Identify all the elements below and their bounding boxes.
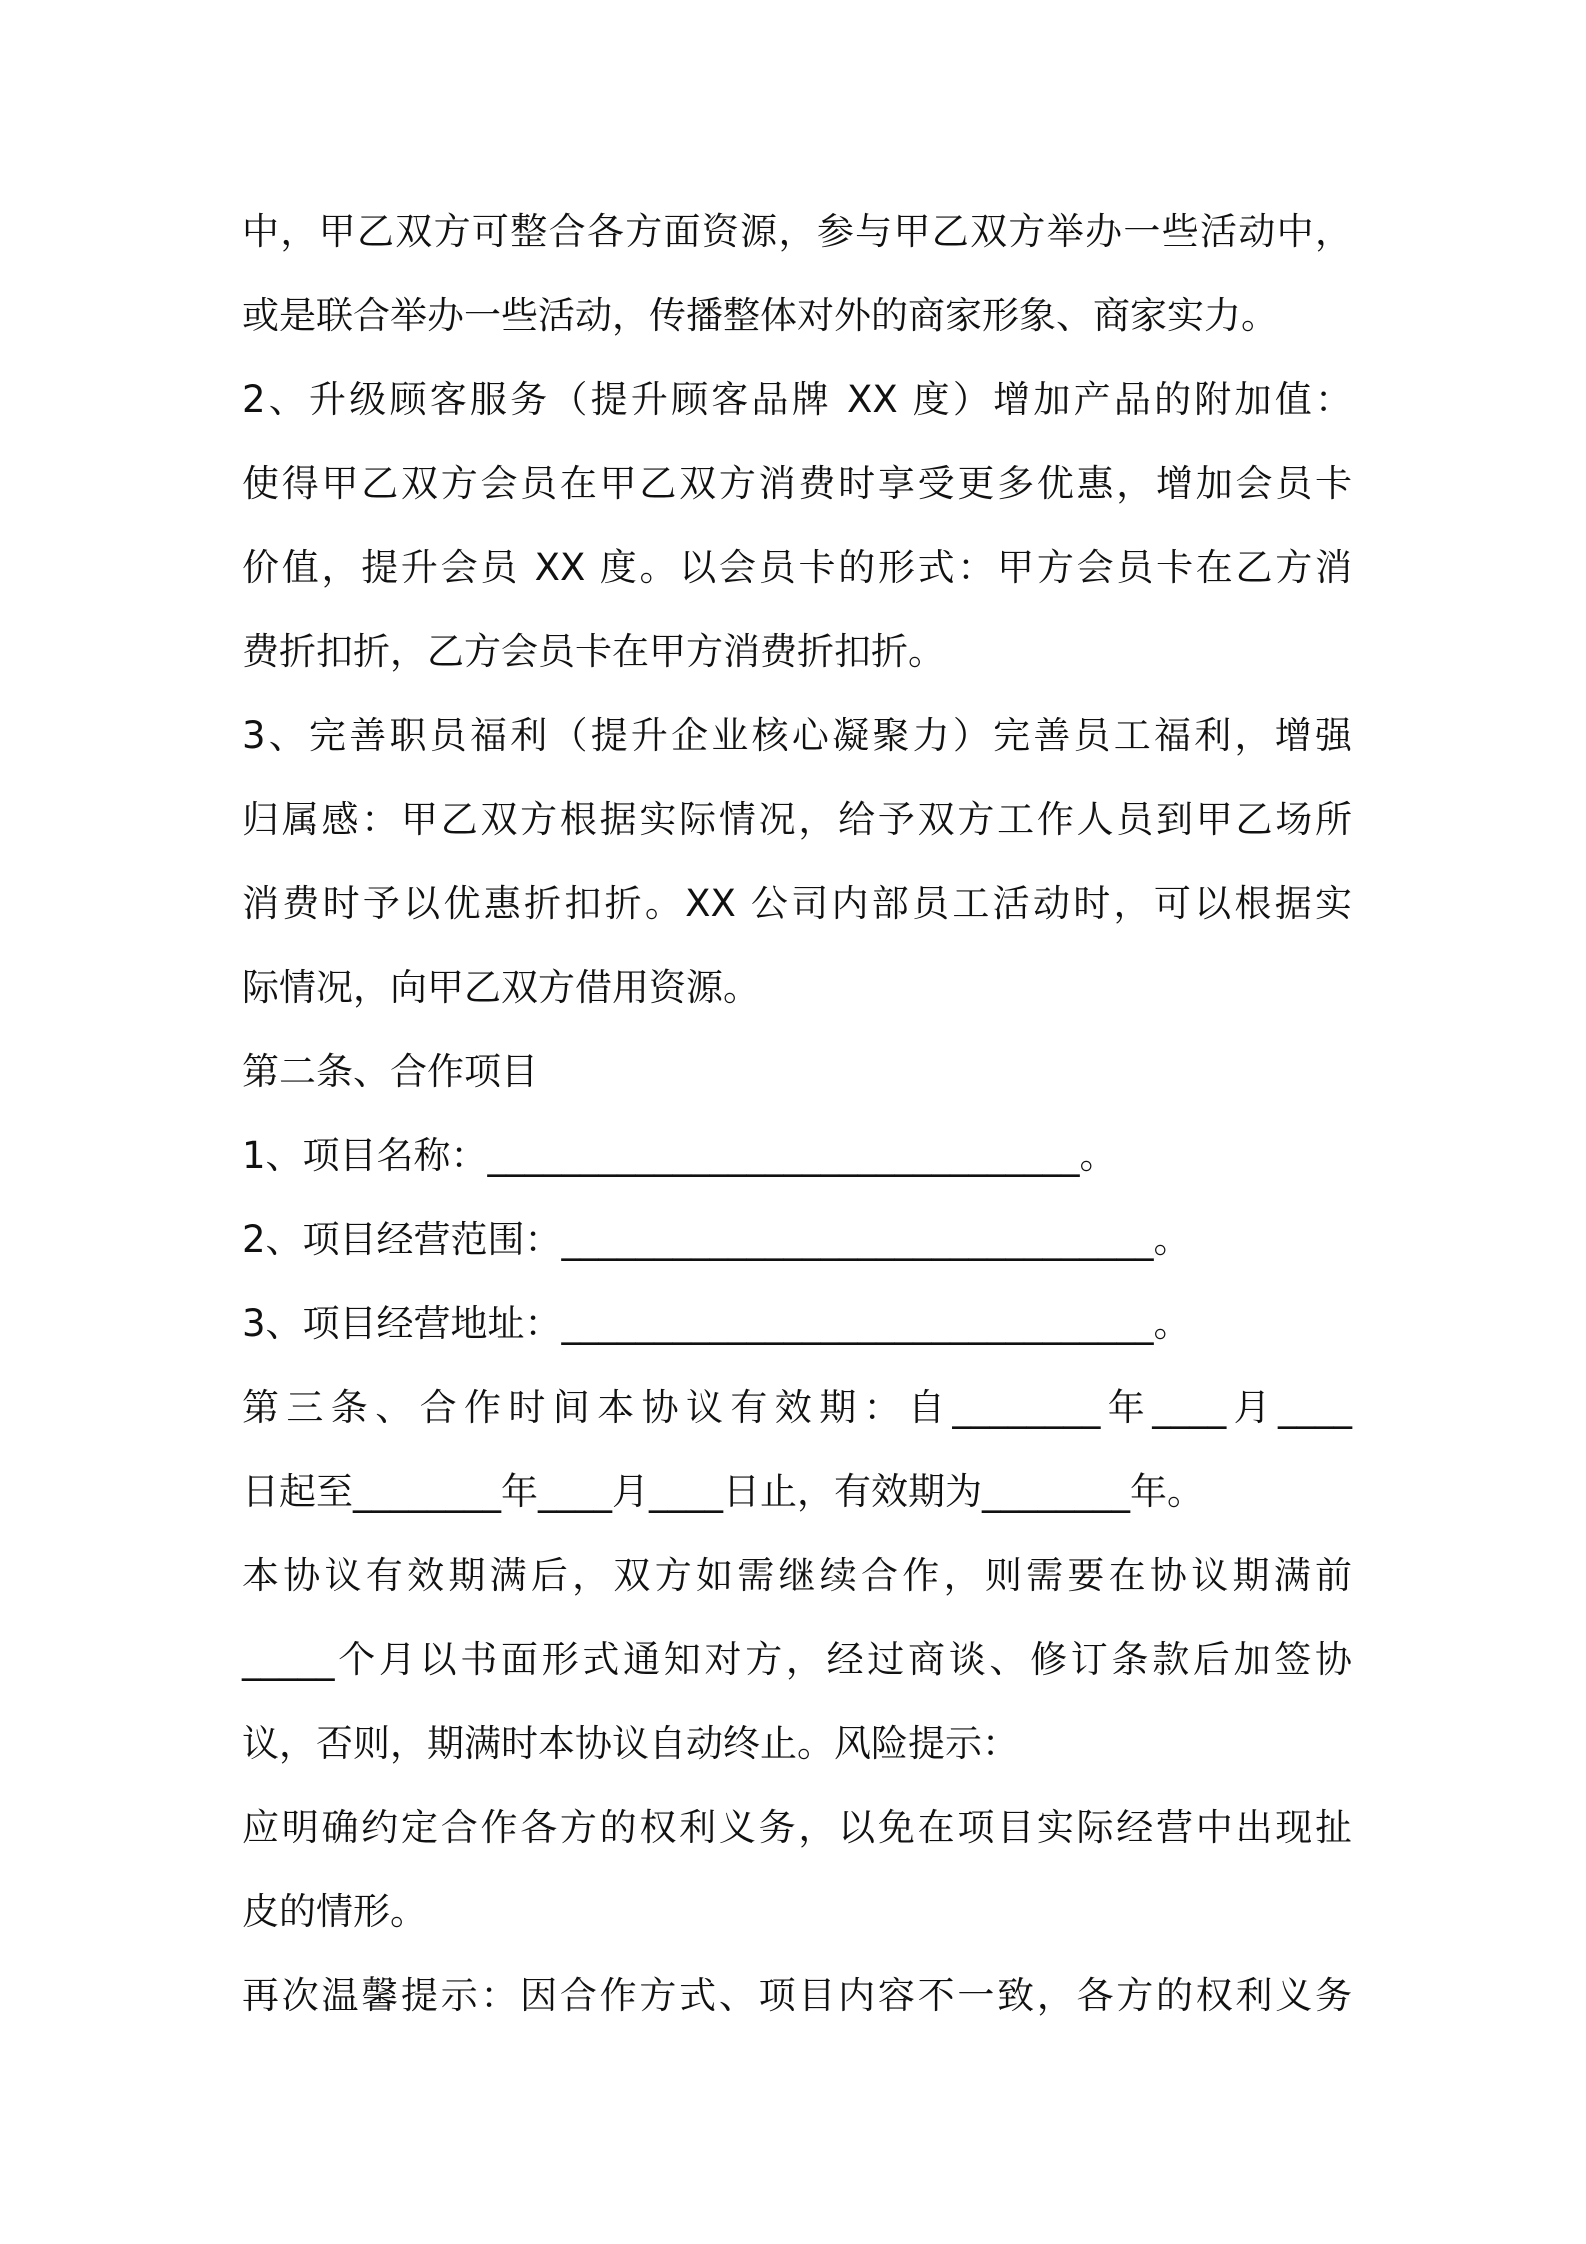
text-line: 消费时予以优惠折扣折。XX 公司内部员工活动时，可以根据实	[242, 882, 1352, 925]
text-line: 际情况，向甲乙双方借用资源。	[242, 966, 760, 1009]
document-body	[242, 190, 1352, 2038]
section-heading: 第二条、合作项目	[242, 1050, 538, 1093]
text-line: 应明确约定合作各方的权利义务，以免在项目实际经营中出现扯	[242, 1806, 1352, 1849]
text-line: 或是联合举办一些活动，传播整体对外的商家形象、商家实力。	[242, 294, 1278, 337]
text-line: 议，否则，期满时本协议自动终止。风险提示：	[242, 1722, 1019, 1765]
text-line: _____个月以书面形式通知对方，经过商谈、修订条款后加签协	[242, 1638, 1352, 1681]
fill-in-line: 2、项目经营范围：________________________________。	[242, 1218, 1191, 1261]
text-line: 费折扣折，乙方会员卡在甲方消费折扣折。	[242, 630, 945, 673]
text-line: 本协议有效期满后，双方如需继续合作，则需要在协议期满前	[242, 1554, 1352, 1597]
text-line: 中，甲乙双方可整合各方面资源，参与甲乙双方举办一些活动中，	[242, 210, 1352, 253]
text-line: 2、升级顾客服务（提升顾客品牌 XX 度）增加产品的附加值：	[242, 378, 1352, 421]
text-line: 日起至________年____月____日止，有效期为________年。	[242, 1470, 1204, 1513]
text-line: 归属感：甲乙双方根据实际情况，给予双方工作人员到甲乙场所	[242, 798, 1352, 841]
fill-in-line: 3、项目经营地址：________________________________。	[242, 1302, 1191, 1345]
text-line: 皮的情形。	[242, 1890, 427, 1933]
text-line: 价值，提升会员 XX 度。以会员卡的形式：甲方会员卡在乙方消	[242, 546, 1352, 589]
text-line: 使得甲乙双方会员在甲乙双方消费时享受更多优惠，增加会员卡	[242, 462, 1352, 505]
text-line: 第三条、合作时间本协议有效期：自________年____月____	[242, 1386, 1352, 1429]
text-line: 3、完善职员福利（提升企业核心凝聚力）完善员工福利，增强	[242, 714, 1352, 757]
text-line: 再次温馨提示：因合作方式、项目内容不一致，各方的权利义务	[242, 1974, 1352, 2017]
fill-in-line: 1、项目名称：________________________________。	[242, 1134, 1117, 1177]
